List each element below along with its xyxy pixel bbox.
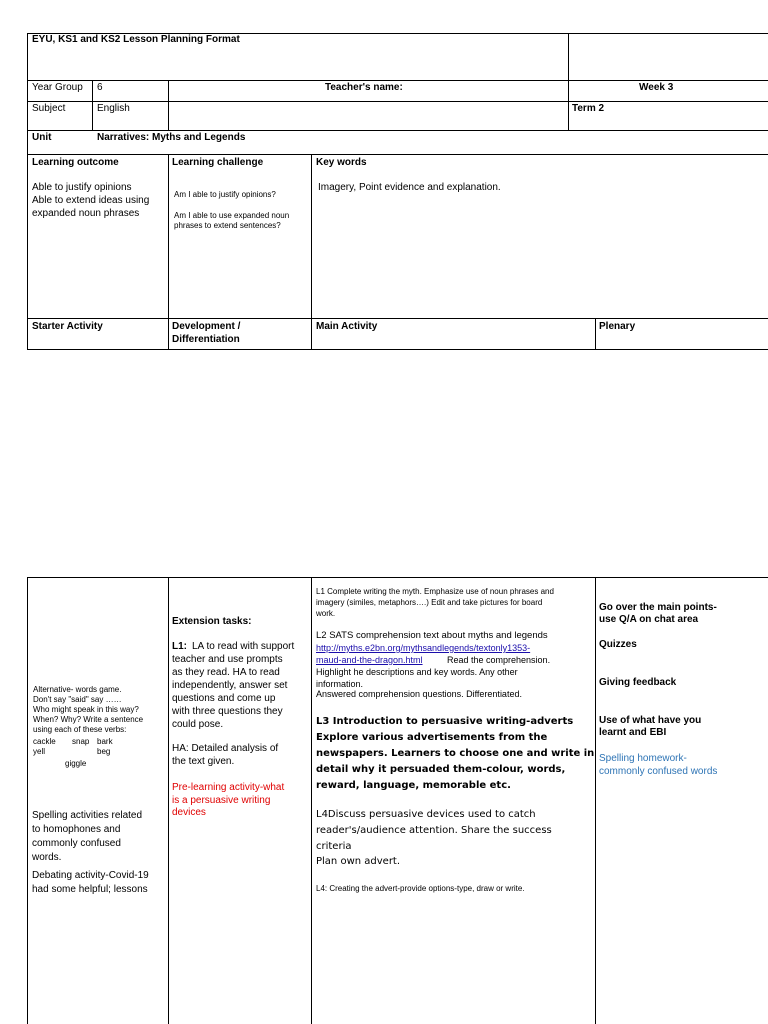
l1-line: independently, answer set (172, 680, 288, 691)
term-label: Term 2 (572, 103, 605, 114)
starter-game-line: using each of these verbs: (33, 725, 127, 734)
l1-line: could pose. (172, 719, 224, 730)
spelling-activity-line: commonly confused (32, 838, 121, 849)
main-l3-line: newspapers. Learners to choose one and write in (316, 748, 595, 759)
debating-activity-line: Debating activity-Covid-19 (32, 870, 149, 881)
subject-label: Subject (32, 103, 66, 114)
verb-word: cackle (33, 737, 56, 746)
l1-line: LA to read with support (192, 641, 295, 652)
learning-outcome-header: Learning outcome (32, 157, 119, 168)
ha-line: the text given. (172, 756, 235, 767)
pre-learning-line: Pre-learning activity-what (172, 782, 285, 793)
pre-learning-line: is a persuasive writing (172, 795, 271, 806)
l1-line: teacher and use prompts (172, 654, 283, 665)
l1-line: as they read. HA to read (172, 667, 280, 678)
unit-value: Narratives: Myths and Legends (97, 132, 246, 143)
verb-word: giggle (65, 759, 87, 768)
main-l2-line: Answered comprehension questions. Differentiated. (316, 689, 522, 699)
main-l3-line: detail why it persuaded them-colour, words, (316, 764, 566, 775)
main-l3-line: reward, language, memorable etc. (316, 780, 511, 791)
learning-challenge-q2-line: phrases to extend sentences? (174, 221, 281, 230)
plenary-item: Giving feedback (599, 677, 677, 688)
plenary-item: use Q/A on chat area (599, 614, 699, 625)
plenary-item: Go over the main points- (599, 602, 717, 613)
plenary-item: Use of what have you (599, 715, 702, 726)
teacher-name-label: Teacher's name: (325, 82, 403, 93)
subject-value: English (97, 103, 130, 114)
starter-game-line: Don't say "said" say …… (33, 695, 122, 704)
year-group-value: 6 (97, 82, 103, 93)
learning-outcome-line: Able to justify opinions (32, 182, 132, 193)
learning-outcome-line: Able to extend ideas using (32, 195, 150, 206)
year-group-label: Year Group (32, 82, 83, 93)
main-l2-link-line (316, 654, 423, 666)
extension-tasks-title: Extension tasks: (172, 616, 252, 627)
main-l4-line: L4Discuss persuasive devices used to catch (316, 809, 536, 820)
main-l1-line: work. (316, 609, 336, 618)
l1-line: questions and come up (172, 693, 276, 704)
l1-line: with three questions they (172, 706, 283, 717)
main-l3-line: Explore various advertisements from the (316, 732, 548, 743)
learning-challenge-header: Learning challenge (172, 157, 264, 168)
starter-activity-header: Starter Activity (32, 321, 103, 332)
verb-word: bark (97, 737, 113, 746)
plenary-item: commonly confused words (599, 766, 718, 777)
pre-learning-line: devices (172, 807, 206, 818)
plenary-header: Plenary (599, 321, 636, 332)
key-words-value: Imagery, Point evidence and explanation. (318, 182, 501, 193)
spelling-activity-line: words. (32, 852, 62, 863)
main-l2-line: information. (316, 679, 364, 689)
plenary-item: learnt and EBI (599, 727, 667, 738)
debating-activity-line: had some helpful; lessons (32, 884, 148, 895)
verb-word: yell (33, 747, 46, 756)
key-words-header: Key words (316, 157, 367, 168)
main-l2-link-line (316, 642, 530, 654)
starter-game-line: Alternative- words game. (33, 685, 122, 694)
starter-game-line: When? Why? Write a sentence (33, 715, 144, 724)
main-l4-line: Plan own advert. (316, 856, 401, 867)
week-label: Week 3 (639, 82, 674, 93)
learning-outcome-line: expanded noun phrases (32, 208, 140, 219)
main-l3-line: L3 Introduction to persuasive writing-adverts (316, 716, 574, 727)
spelling-activity-line: to homophones and (32, 824, 121, 835)
main-l4-small: L4: Creating the advert-provide options-type, draw or write. (316, 884, 525, 893)
learning-challenge-q1: Am I able to justify opinions? (174, 190, 276, 199)
unit-label: Unit (32, 132, 52, 143)
main-l2-line: Highlight he descriptions and key words. Any other (316, 667, 518, 677)
development-header-line: Differentiation (172, 334, 240, 345)
main-l1-line: L1 Complete writing the myth. Emphasize use of noun phrases and (316, 587, 554, 596)
starter-game-line: Who might speak in this way? (33, 705, 139, 714)
main-l2-line: L2 SATS comprehension text about myths and legends (316, 630, 548, 641)
plenary-item: Spelling homework- (599, 753, 687, 764)
ha-line: HA: Detailed analysis of (172, 743, 279, 754)
main-activity-header: Main Activity (316, 321, 378, 332)
main-l4-line: criteria (316, 841, 352, 852)
verb-word: beg (97, 747, 111, 756)
myths-link[interactable]: http://myths.e2bn.org/mythsandlegends/textonly1353- (316, 643, 531, 653)
l1-label: L1: (172, 641, 187, 652)
main-l4-line: reader's/audience attention. Share the success (316, 825, 552, 836)
spelling-activity-line: Spelling activities related (32, 810, 143, 821)
learning-challenge-q2-line: Am I able to use expanded noun (174, 211, 290, 220)
main-l1-line: imagery (similes, metaphors….) Edit and take pictures for board (316, 598, 543, 607)
form-title: EYU, KS1 and KS2 Lesson Planning Format (32, 34, 240, 45)
myths-link[interactable]: maud-and-the-dragon.html (316, 655, 423, 665)
verb-word: snap (72, 737, 90, 746)
plenary-item: Quizzes (599, 639, 637, 650)
development-header-line: Development / (172, 321, 241, 332)
main-l2-after-link: Read the comprehension. (447, 655, 551, 665)
